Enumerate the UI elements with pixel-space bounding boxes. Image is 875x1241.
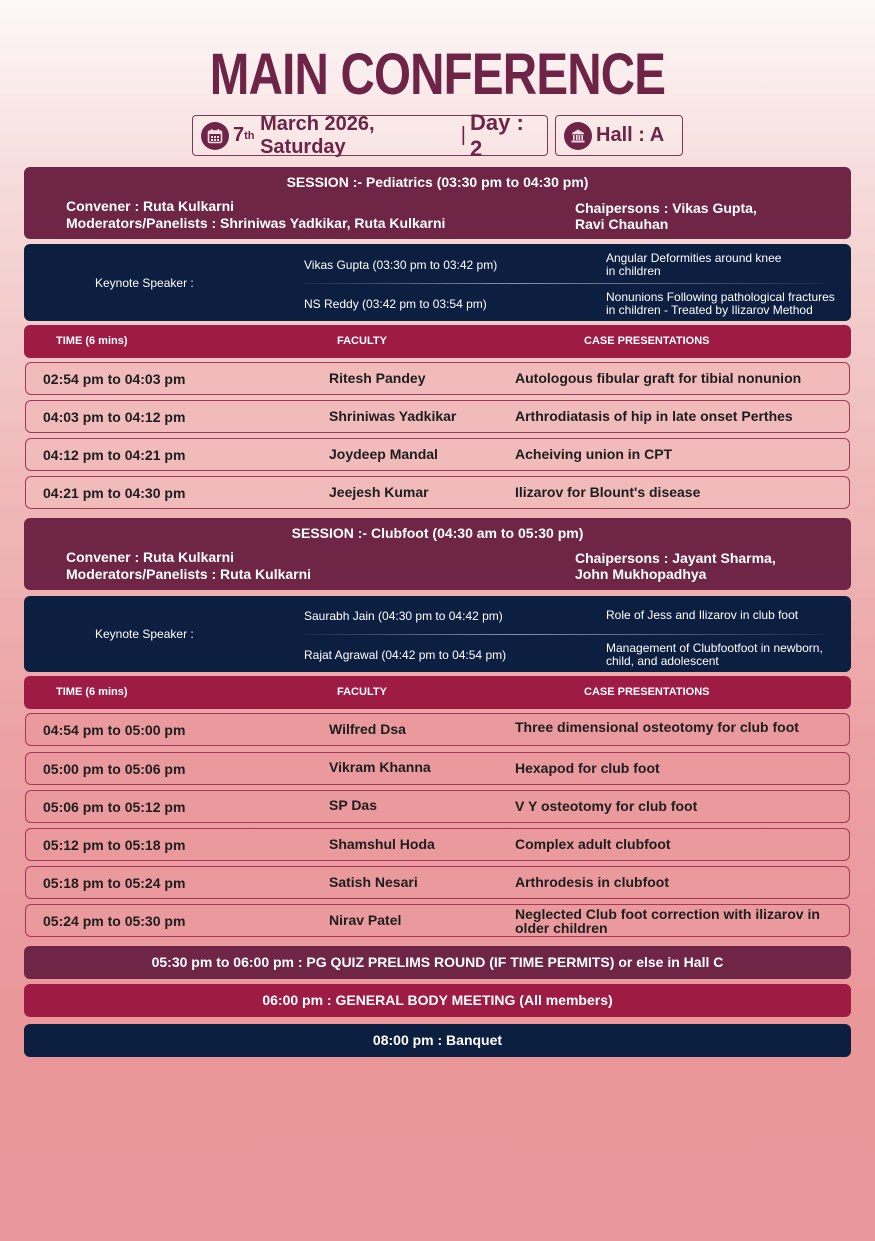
session-header-pediatrics	[24, 167, 851, 239]
session-title: SESSION :- Pediatrics (03:30 pm to 04:30 pm)	[286, 174, 589, 190]
divider	[304, 283, 824, 284]
keynote-speaker: Saurabh Jain (04:30 pm to 04:42 pm)	[304, 609, 503, 623]
table-row: 04:54 pm to 05:00 pm Wilfred Dsa Three dimensional osteotomy for club foot	[25, 713, 850, 746]
col-time: TIME (6 mins)	[56, 686, 128, 698]
hall-badge	[555, 115, 683, 156]
date-badge	[192, 109, 548, 161]
keynote-label: Keynote Speaker :	[95, 276, 194, 290]
keynote-block-pediatrics	[24, 244, 851, 321]
convener: Convener : Ruta Kulkarni	[66, 198, 235, 214]
date-suffix: th	[244, 129, 255, 142]
keynote-speaker: Vikas Gupta (03:30 pm to 03:42 pm)	[304, 258, 498, 272]
hall-label: Hall : A	[596, 124, 665, 146]
chairpersons: Chaipersons : Jayant Sharma,	[575, 550, 776, 566]
convener: Convener : Ruta Kulkarni	[66, 549, 235, 565]
divider	[304, 634, 824, 635]
table-row: 05:06 pm to 05:12 pm SP Das V Y osteotomy for club foot	[25, 790, 850, 823]
table-row: 05:12 pm to 05:18 pm Shamshul Hoda Complex adult clubfoot	[25, 828, 850, 861]
calendar-icon	[201, 122, 229, 150]
event-general-body-meeting: 06:00 pm : GENERAL BODY MEETING (All members)	[24, 984, 851, 1017]
table-row: 04:21 pm to 04:30 pm Jeejesh Kumar Ilizarov for Blount's disease	[25, 476, 850, 509]
separator: |	[460, 124, 466, 146]
keynote-speaker: NS Reddy (03:42 pm to 03:54 pm)	[304, 297, 487, 311]
keynote-block-clubfoot	[24, 596, 851, 672]
event-pg-quiz: 05:30 pm to 06:00 pm : PG QUIZ PRELIMS ROUND (IF TIME PERMITS) or else in Hall C	[24, 946, 851, 979]
keynote-topic: Nonunions Following pathological fractures in children - Treated by Ilizarov Method	[606, 290, 835, 317]
chairpersons-cont: Ravi Chauhan	[575, 216, 669, 232]
session-header-clubfoot	[24, 518, 851, 590]
table-row: 04:12 pm to 04:21 pm Joydeep Mandal Acheiving union in CPT	[25, 438, 850, 471]
date-text: March 2026, Saturday	[260, 112, 375, 158]
col-faculty: FACULTY	[337, 686, 387, 698]
session-title: SESSION :- Clubfoot (04:30 am to 05:30 pm)	[291, 525, 584, 541]
col-faculty: FACULTY	[337, 335, 387, 347]
keynote-label: Keynote Speaker :	[95, 627, 194, 641]
table-header	[24, 676, 851, 709]
chairpersons: Chaipersons : Vikas Gupta,	[575, 200, 757, 216]
table-row: 05:00 pm to 05:06 pm Vikram Khanna Hexapod for club foot	[25, 752, 850, 785]
table-row: 05:18 pm to 05:24 pm Satish Nesari Arthrodesis in clubfoot	[25, 866, 850, 899]
table-row: 05:24 pm to 05:30 pm Nirav Patel Neglected Club foot correction with ilizarov in older children	[25, 904, 850, 937]
chairpersons-cont: John Mukhopadhya	[575, 566, 707, 582]
table-row: 02:54 pm to 04:03 pm Ritesh Pandey Autologous fibular graft for tibial nonunion	[25, 362, 850, 395]
col-case: CASE PRESENTATIONS	[584, 686, 710, 698]
col-case: CASE PRESENTATIONS	[584, 335, 710, 347]
moderators: Moderators/Panelists : Ruta Kulkarni	[66, 566, 312, 582]
event-banquet: 08:00 pm : Banquet	[24, 1024, 851, 1057]
keynote-topic: Management of Clubfootfoot in newborn, child, and adolescent	[606, 641, 823, 668]
keynote-topic: Angular Deformities around knee in children	[606, 251, 782, 278]
table-row: 04:03 pm to 04:12 pm Shriniwas Yadkikar Arthrodiatasis of hip in late onset Perthes	[25, 400, 850, 433]
building-icon	[564, 122, 592, 150]
page-title: MAIN CONFERENCE	[209, 42, 666, 107]
table-header	[24, 325, 851, 358]
day-label: Day : 2	[469, 109, 524, 161]
keynote-topic: Role of Jess and Ilizarov in club foot	[606, 608, 799, 622]
keynote-speaker: Rajat Agrawal (04:42 pm to 04:54 pm)	[304, 648, 507, 662]
date-day: 7	[233, 124, 245, 146]
moderators: Moderators/Panelists : Shriniwas Yadkikar, Ruta Kulkarni	[66, 215, 446, 231]
col-time: TIME (6 mins)	[56, 335, 128, 347]
